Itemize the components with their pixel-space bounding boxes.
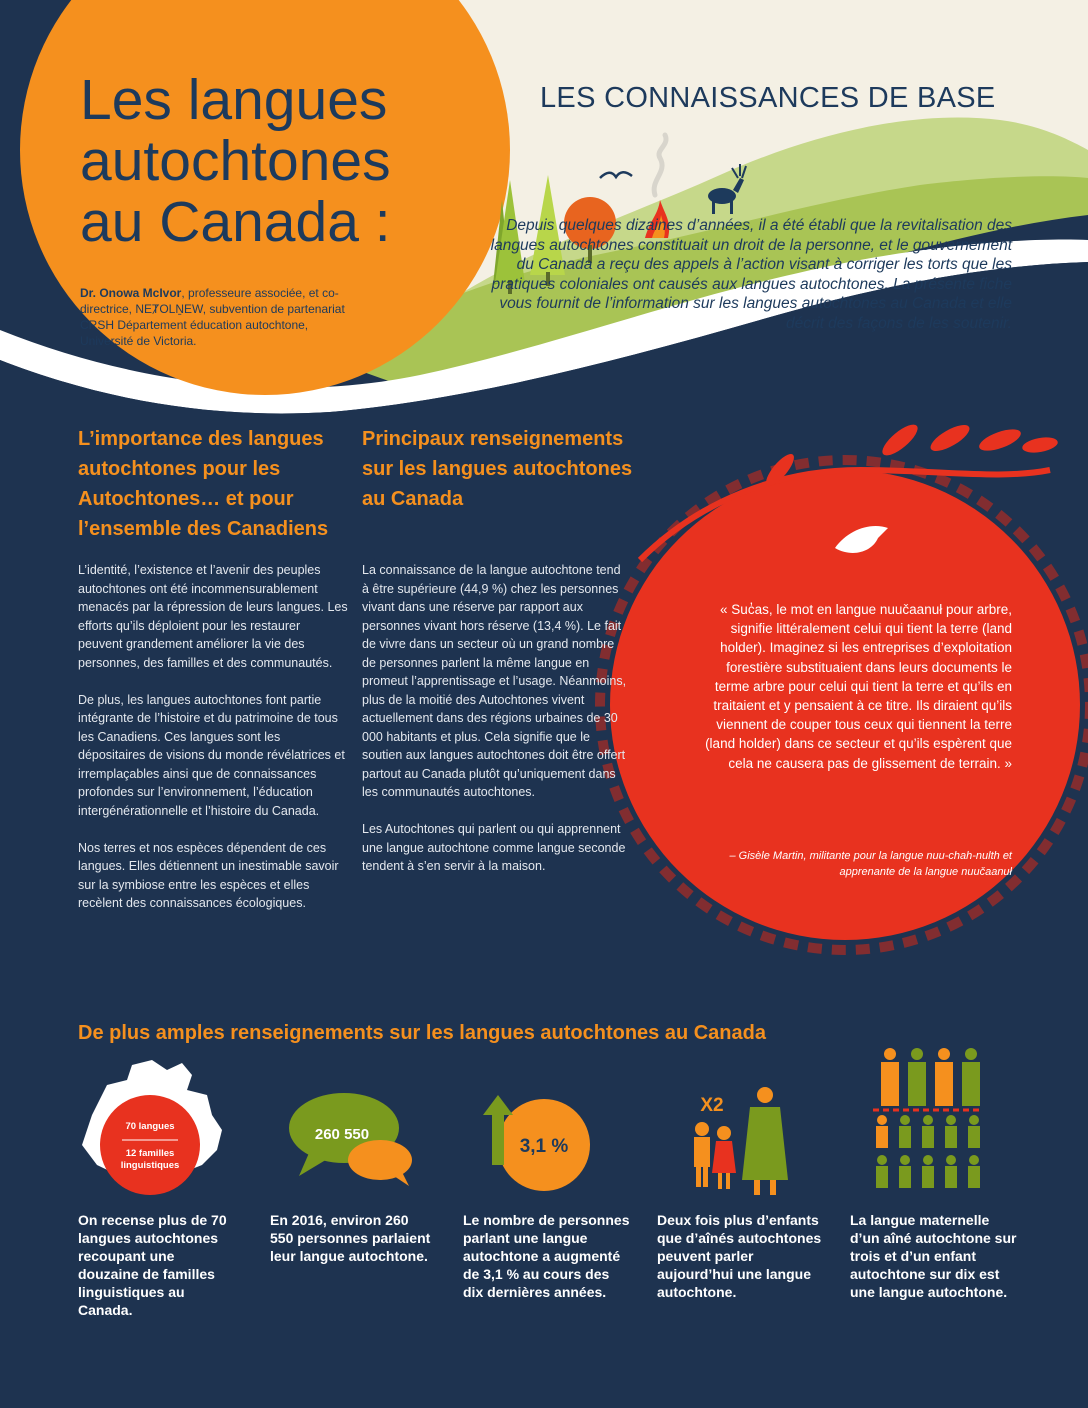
author-name: Dr. Onowa McIvor: [80, 286, 182, 300]
quote-attribution: – Gisèle Martin, militante pour la langue nuu-chah-nulth et apprenante de la langue nuučaanuł: [729, 850, 1012, 878]
column-2-heading: Principaux renseignements sur les langues autochtones au Canada: [362, 428, 633, 510]
speech-bubbles-icon: [284, 1088, 424, 1188]
paragraph: L’identité, l’existence et l’avenir des peuples autochtones ont été incommensurablement menacés par la répression de leurs langues. Les efforts qu’ils déploient pour les restaurer peuvent grandement améliorer la vie des personnes, des familles et des communautés.: [78, 563, 348, 670]
stat-1-label-a: 70 langues: [125, 1121, 175, 1132]
stat-2-label: 260 550: [314, 1126, 370, 1143]
column-1-heading: L’importance des langues autochtones pour les Autochtones… et pour l’ensemble des Canadiens: [78, 428, 329, 540]
stat-1-label-b: 12 familles: [125, 1148, 175, 1159]
paragraph: Nos terres et nos espèces dépendent de ces langues. Elles détiennent un inestimable savoir sur la symbiose entre les espèces et elles recèlent des connaissances écologiques.: [78, 840, 339, 910]
stat-2-text: En 2016, environ 260 550 personnes parlaient leur langue autochtone.: [270, 1212, 431, 1264]
growth-arrow-icon: [478, 1090, 598, 1200]
children-elder-icon: [680, 1085, 800, 1200]
paragraph: La connaissance de la langue autochtone tend à être supérieure (44,9 %) chez les personnes vivant dans une réserve par rapport aux personnes vivant hors réserve (13,4 %). Le fait de vivre dans un secteur où un grand nombre de personnes parlent la même langue en promeut l’apprentissage et l’usage. Néanmoins, plus de la moitié des Autochtones vivent actuellement dans des régions urbaines de 30 000 habitants et plus. Cela signifie que le soutien aux langues autochtones doit être offert partout au Canada plutôt qu’uniquement dans les communautés autochtones.: [362, 563, 627, 799]
author-credit: [80, 285, 350, 349]
intro-paragraph: Depuis quelques dizaines d’années, il a été établi que la revitalisation des langues autochtones constituait un droit de la personne, et le gouvernement du Canada a reçu des appels à l’action visant à corriger les torts que les pratiques coloniales ont causés aux langues autochtones. La présente fiche vous fournit de l’information sur les langues autochtones au Canada et elle décrit des façons de les soutenir.: [490, 217, 1012, 332]
stat-4-text: Deux fois plus d’enfants que d’aînés autochtones peuvent parler aujourd’hui une langue autochtone.: [657, 1212, 822, 1300]
population-figures-icon: [868, 1048, 988, 1198]
stat-5-text: La langue maternelle d’un aîné autochtone sur trois et d’un enfant autochtone sur dix est une langue autochtone.: [850, 1212, 1017, 1300]
paragraph: De plus, les langues autochtones font partie intégrante de l’histoire et du patrimoine de tous les Canadiens. Ces langues sont les dépositaires de visions du monde révélatrices et irremplaçables ainsi que de connaissances profondes sur l’environnement, l’éducation intergénérationnelle et l’histoire du Canada.: [78, 692, 345, 818]
stat-4-label: X2: [700, 1095, 724, 1116]
title-line: autochtones: [80, 129, 391, 193]
paragraph: Les Autochtones qui parlent ou qui apprennent une langue autochtone comme langue seconde tendent à s’en servir à la maison.: [362, 822, 626, 873]
kicker-heading: LES CONNAISSANCES DE BASE: [540, 82, 996, 114]
stat-1-text: On recense plus de 70 langues autochtones recoupant une douzaine de familles linguistiques au Canada.: [78, 1212, 227, 1318]
title-line: Les langues: [80, 68, 388, 132]
pull-quote: « Suc̓as, le mot en langue nuučaanuł pour arbre, signifie littéralement celui qui tient la terre (land holder). Imaginez si les entreprises d’exploitation forestière substituaient dans leurs documents le terme arbre pour celui qui tient la terre et qu’ils en traitaient et y pensaient à ce titre. Ils diraient qu’ils viennent de couper tous ceux qui tiennent la terre (land holder) dans ce secteur et qu’ils espèrent que cela ne causera pas de glissement de terrain. »: [705, 602, 1012, 771]
stat-3-label: 3,1 %: [519, 1136, 569, 1157]
stats-heading: De plus amples renseignements sur les langues autochtones au Canada: [78, 1022, 766, 1044]
column-2-body: [362, 561, 630, 894]
column-1-body: [78, 561, 348, 931]
stat-1-label-c: linguistiques: [120, 1160, 180, 1171]
page-title: [80, 70, 420, 253]
author-details: , professeure associée, et co-directrice, NEȾOLṈEW, subvention de partenariat CRSH Département éducation autochtone, Université de Victoria.: [80, 286, 345, 348]
canada-map-icon: [72, 1055, 232, 1200]
title-line: au Canada :: [80, 190, 391, 254]
stat-3-text: Le nombre de personnes parlant une langue autochtone a augmenté de 3,1 % au cours des dix dernières années.: [463, 1212, 630, 1300]
